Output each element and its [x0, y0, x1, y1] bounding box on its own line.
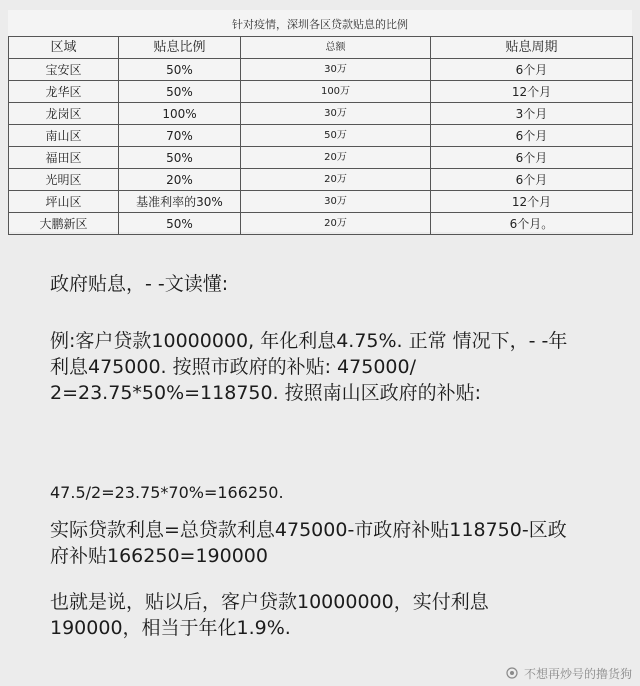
cell-district: 坪山区: [9, 191, 119, 213]
cell-total: 100万: [241, 81, 431, 103]
watermark-text: 不想再炒号的撸货狗: [523, 667, 632, 681]
cell-total: 20万: [241, 213, 431, 235]
cell-total: 30万: [241, 103, 431, 125]
cell-ratio: 20%: [119, 169, 241, 191]
cell-total: 20万: [241, 169, 431, 191]
header-cell-total: 总额: [241, 37, 431, 59]
table-row: [9, 213, 633, 235]
cell-total: 20万: [241, 147, 431, 169]
table-row: [9, 191, 633, 213]
cell-total: 30万: [241, 191, 431, 213]
table-row: [9, 147, 633, 169]
example-paragraph: 例:客户贷款10000000, 年化利息4.75%. 正常 情况下，- -年利息475000. 按照市政府的补贴: 475000/ 2=23.75*50%=118750. 按照南山区政府的补贴:: [50, 330, 568, 404]
cell-ratio: 50%: [119, 59, 241, 81]
cell-period: 6个月: [431, 59, 633, 81]
cell-ratio: 基准利率的30%: [119, 191, 241, 213]
cell-district: 龙岗区: [9, 103, 119, 125]
cell-period: 12个月: [431, 191, 633, 213]
table-row: [9, 125, 633, 147]
cell-district: 光明区: [9, 169, 119, 191]
header-cell-district: 区域: [9, 37, 119, 59]
cell-period: 6个月: [431, 169, 633, 191]
cell-district: 大鹏新区: [9, 213, 119, 235]
cell-period: 12个月: [431, 81, 633, 103]
cell-district: 福田区: [9, 147, 119, 169]
table-row: [9, 81, 633, 103]
cell-district: 宝安区: [9, 59, 119, 81]
explanation-title: 政府贴息，- -文读懂:: [50, 273, 229, 295]
table-header-row: [9, 37, 633, 59]
table-title: 针对疫情，深圳各区贷款贴息的比例: [232, 18, 408, 31]
cell-ratio: 50%: [119, 147, 241, 169]
table-row: [9, 169, 633, 191]
header-cell-ratio: 贴息比例: [119, 37, 241, 59]
cell-district: 南山区: [9, 125, 119, 147]
actual-interest-paragraph: 实际贷款利息=总贷款利息475000-市政府补贴118750-区政府补贴166250=190000: [50, 519, 567, 567]
cell-total: 50万: [241, 125, 431, 147]
cell-period: 3个月: [431, 103, 633, 125]
weibo-icon: [506, 667, 518, 679]
cell-period: 6个月: [431, 147, 633, 169]
conclusion-paragraph: 也就是说，贴以后，客户贷款10000000，实付利息190000，相当于年化1.9%.: [50, 591, 489, 639]
watermark: [506, 666, 632, 682]
cell-ratio: 50%: [119, 213, 241, 235]
table-row: [9, 59, 633, 81]
table-row: [9, 103, 633, 125]
subsidy-table-panel: [8, 10, 632, 232]
cell-period: 6个月。: [431, 213, 633, 235]
cell-total: 30万: [241, 59, 431, 81]
subsidy-table: [8, 36, 633, 235]
cell-ratio: 70%: [119, 125, 241, 147]
cell-district: 龙华区: [9, 81, 119, 103]
cell-period: 6个月: [431, 125, 633, 147]
cell-ratio: 100%: [119, 103, 241, 125]
cell-ratio: 50%: [119, 81, 241, 103]
calculation-line: 47.5/2=23.75*70%=166250.: [50, 483, 284, 502]
header-cell-period: 贴息周期: [431, 37, 633, 59]
